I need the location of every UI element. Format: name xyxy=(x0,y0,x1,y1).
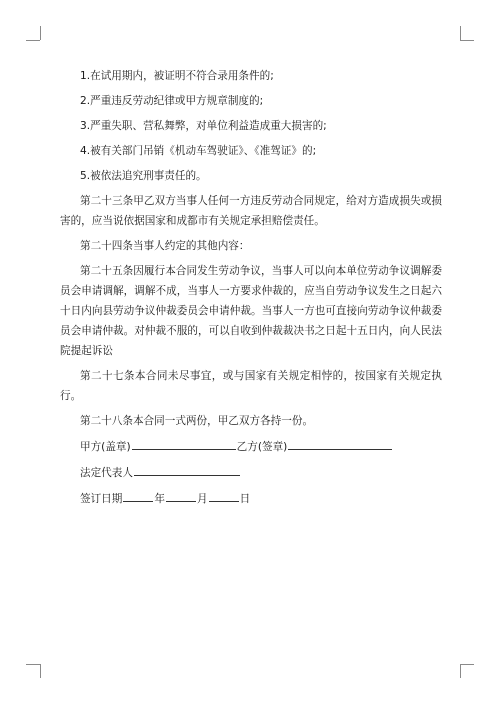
party-b-blank[interactable] xyxy=(288,436,392,450)
clause-2: 2.严重违反劳动纪律或甲方规章制度的; xyxy=(80,95,264,107)
day-blank[interactable] xyxy=(209,488,239,502)
article-23: 第二十三条甲乙双方当事人任何一方违反劳动合同规定，给对方造成损失或损害的，应当说依据国家和成都市有关规定承担赔偿责任。 xyxy=(60,195,442,227)
article-25: 第二十五条因履行本合同发生劳动争议，当事人可以向本单位劳动争议调解委员会申请调解，调解不成，当事人一方要求仲裁的，应当自劳动争议发生之日起六十日内向县劳动争议仲裁委员会申请仲裁。当事人一方也可直接向劳动争议仲裁委员会申请仲裁。对仲裁不服的，可以自收到仲裁裁决书之日起十五日内，向人民法院提起诉讼 xyxy=(60,265,442,357)
legal-rep-row xyxy=(60,462,442,483)
legal-rep-blank[interactable] xyxy=(134,462,240,476)
article-28: 第二十八条本合同一式两份，甲乙双方各持一份。 xyxy=(80,415,314,427)
clause-1: 1.在试用期内，被证明不符合录用条件的; xyxy=(80,70,274,82)
sign-date-label: 签订日期 xyxy=(80,493,123,505)
month-label: 月 xyxy=(196,493,208,505)
party-a-blank[interactable] xyxy=(132,436,236,450)
article-24: 第二十四条当事人约定的其他内容： xyxy=(80,240,250,252)
contract-body xyxy=(60,66,442,514)
party-b-label: 乙方(签章) xyxy=(236,441,288,453)
year-blank[interactable] xyxy=(123,488,153,502)
party-signature-row xyxy=(60,436,442,457)
clause-4: 4.被有关部门吊销《机动车驾驶证》、《准驾证》的; xyxy=(80,145,317,157)
article-27: 第二十七条本合同未尽事宜，或与国家有关规定相悖的，按国家有关规定执行。 xyxy=(60,370,442,402)
month-blank[interactable] xyxy=(166,488,196,502)
sign-date-row xyxy=(60,488,442,509)
legal-rep-label: 法定代表人 xyxy=(80,467,133,479)
clause-3: 3.严重失职、营私舞弊，对单位利益造成重大损害的; xyxy=(80,120,327,132)
day-label: 日 xyxy=(239,493,251,505)
clause-5: 5.被依法追究刑事责任的。 xyxy=(80,170,207,182)
year-label: 年 xyxy=(154,493,165,505)
party-a-label: 甲方(盖章) xyxy=(80,441,131,453)
